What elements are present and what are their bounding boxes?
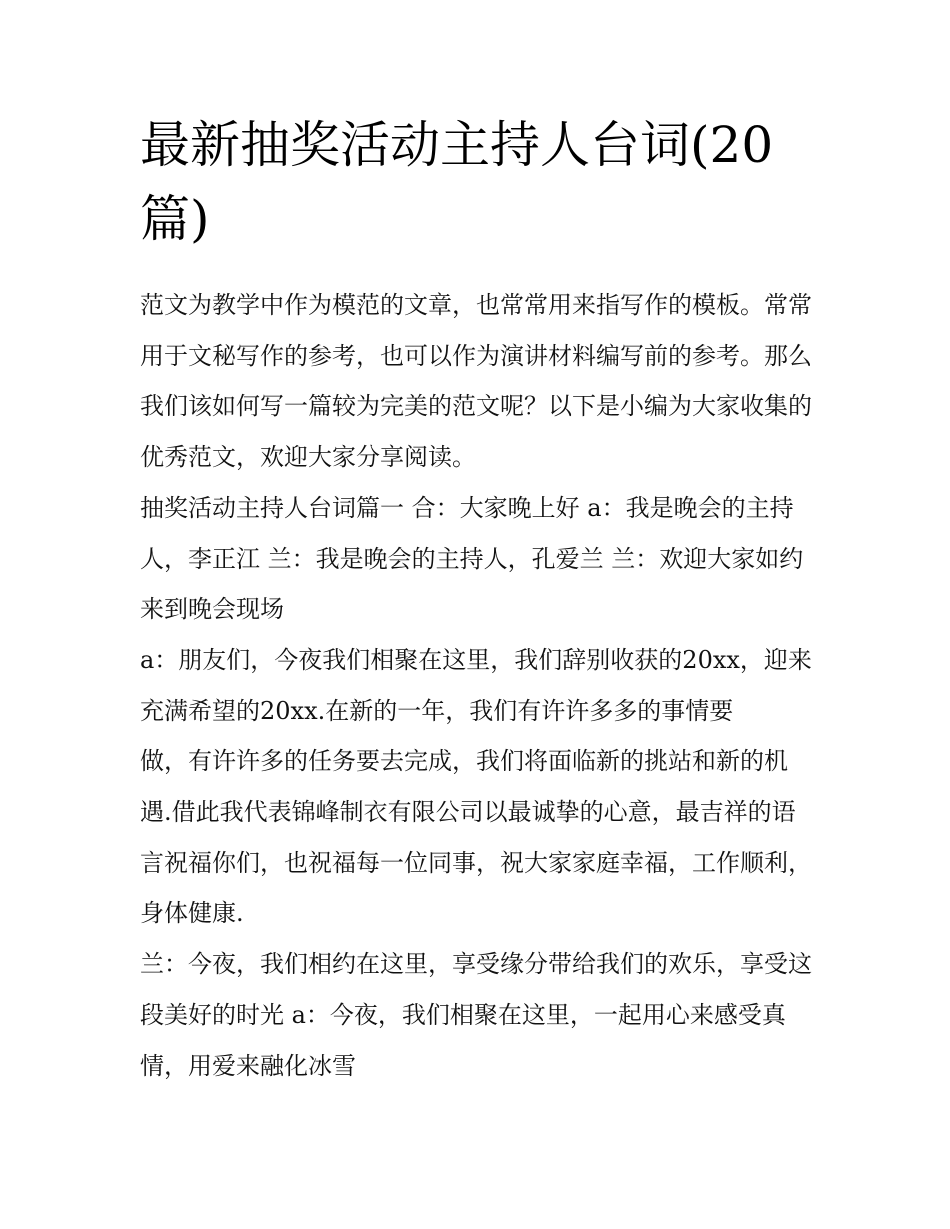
paragraph-opening: 抽奖活动主持人台词篇一 合：大家晚上好 a：我是晚会的主持人，李正江 兰：我是晚会的主持人，孔爱兰 兰：欢迎大家如约来到晚会现场: [140, 493, 804, 624]
paragraph-a-speech: a：朋友们，今夜我们相聚在这里，我们辞别收获的20xx，迎来充满希望的20xx.在新的一年，我们有许许多多的事情要 做，有许许多的任务要去完成，我们将面临新的挑站和新的机遇.借此我代表锦峰制衣有限公司以最诚挚的心意，最吉祥的语言祝福你们，也祝福每一位同事，祝大家家庭幸福，工作顺利，身体健康.: [140, 645, 812, 928]
document-body: [140, 280, 812, 1091]
document-title: 最新抽奖活动主持人台词(20篇): [140, 116, 774, 248]
paragraph-intro: 范文为教学中作为模范的文章，也常常用来指写作的模板。常常用于文秘写作的参考，也可以作为演讲材料编写前的参考。那么我们该如何写一篇较为完美的范文呢？以下是小编为大家收集的优秀范文，欢迎大家分享阅读。: [140, 291, 812, 472]
paragraph-lan-speech: 兰：今夜，我们相约在这里，享受缘分带给我们的欢乐，享受这段美好的时光 a：今夜，我们相聚在这里，一起用心来感受真情，用爱来融化冰雪: [140, 950, 812, 1080]
